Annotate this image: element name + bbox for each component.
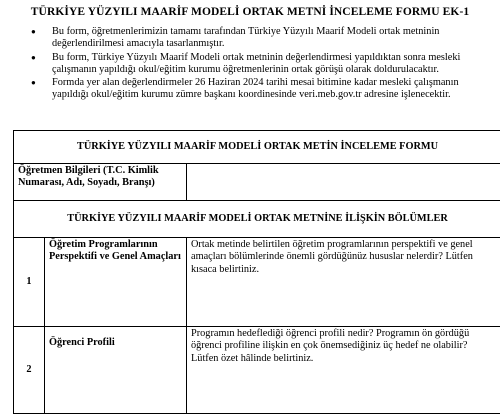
question-topic: Öğretim Programlarının Perspektifi ve Genel Amaçları	[45, 238, 187, 327]
bullet-icon: ●	[31, 52, 36, 64]
inspection-form-table	[13, 130, 500, 414]
instruction-item	[18, 52, 494, 77]
instruction-text: Bu form, Türkiye Yüzyılı Maarif Modeli ortak metninin değerlendirmesi yapıldıktan sonra mesleki çalışmanın yapıldığı okul/eğitim kurumu öğretmenlerinin ortak görüşü olarak doldurulacaktır.	[52, 52, 460, 75]
instruction-item	[18, 77, 494, 102]
teacher-info-field[interactable]	[187, 164, 500, 201]
question-prompt: Ortak metinde belirtilen öğretim programlarının perspektifi ve genel amaçları bölümlerinde önemli gördüğünüz hususlar nelerdir? Lütfen kısaca belirtiniz.	[191, 239, 473, 275]
section-title-row	[14, 201, 500, 238]
question-prompt: Programın hedeflediği öğrenci profili nedir? Programın ön gördüğü öğrenci profiline ilişkin en çok önemsediğiniz üç hedef ne olabilir? Lütfen özet hâlinde belirtiniz.	[191, 328, 469, 364]
instruction-item	[18, 26, 494, 51]
form-title: TÜRKİYE YÜZYILI MAARİF MODELİ ORTAK METİN İNCELEME FORMU	[14, 131, 500, 164]
question-row	[14, 327, 500, 414]
bullet-icon: ●	[31, 26, 36, 38]
question-answer-cell[interactable]	[187, 327, 500, 414]
instruction-text: Formda yer alan değerlendirmeler 26 Haziran 2024 tarihi mesai bitimine kadar mesleki çalışmanın yapıldığı okul/eğitim kurumu zümre başkanı koordinesinde veri.meb.gov.tr adresine işlenecektir.	[52, 77, 459, 100]
question-answer-cell[interactable]	[187, 238, 500, 327]
teacher-info-label: Öğretmen Bilgileri (T.C. Kimlik Numarası, Adı, Soyadı, Branşı)	[14, 164, 187, 201]
question-number: 2	[14, 327, 45, 414]
question-number: 1	[14, 238, 45, 327]
question-topic: Öğrenci Profili	[45, 327, 187, 414]
instruction-text: Bu form, öğretmenlerimizin tamamı tarafından Türkiye Yüzyılı Maarif Modeli ortak metninin değerlendirilmesi amacıyla tasarlanmıştır.	[52, 26, 439, 49]
document-title: TÜRKİYE YÜZYILI MAARİF MODELİ ORTAK METNİ İNCELEME FORMU EK-1	[0, 6, 500, 18]
question-row	[14, 238, 500, 327]
form-title-row	[14, 131, 500, 164]
teacher-info-row	[14, 164, 500, 201]
section-title: TÜRKİYE YÜZYILI MAARİF MODELİ ORTAK METNİNE İLİŞKİN BÖLÜMLER	[14, 201, 500, 238]
bullet-icon: ●	[31, 77, 36, 89]
instructions-list	[18, 26, 494, 103]
